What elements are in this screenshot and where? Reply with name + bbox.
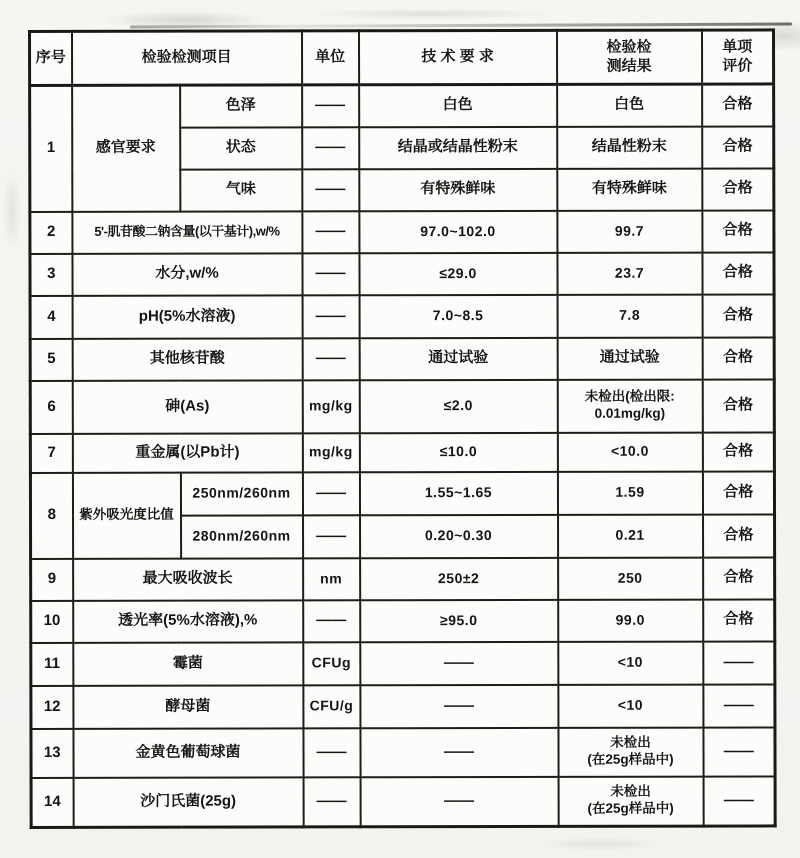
cell-r11-req: ——	[360, 641, 558, 684]
cell-r5-no: 5	[30, 338, 72, 380]
cell-r3-unit: ——	[302, 253, 359, 295]
cell-r2-item: 5'-肌苷酸二钠含量(以干基计),w/%	[72, 211, 302, 253]
cell-r1c-item: 气味	[180, 169, 302, 211]
cell-r11-item: 霉菌	[73, 642, 303, 685]
cell-r9-no: 9	[31, 558, 73, 600]
cell-r1b-result: 结晶性粉末	[557, 126, 702, 168]
cell-r14-unit: ——	[303, 777, 360, 827]
table-row	[30, 379, 774, 434]
cell-r6-item: 砷(As)	[72, 380, 302, 433]
cell-r1a-req: 白色	[359, 84, 557, 126]
cell-r13-item: 金黄色葡萄球菌	[73, 728, 303, 777]
cell-r3-no: 3	[30, 253, 72, 295]
cell-r8b-req: 0.20~0.30	[360, 514, 558, 557]
cell-r10-result: 99.0	[558, 599, 703, 641]
table-row	[31, 557, 775, 601]
table-row	[30, 210, 774, 254]
cell-r1c-req: 有特殊鲜味	[359, 168, 557, 210]
cell-r7-unit: mg/kg	[302, 433, 359, 472]
cell-r8b-result: 0.21	[558, 514, 703, 557]
cell-r13-req: ——	[360, 727, 558, 776]
cell-r11-eval: ——	[703, 641, 775, 684]
cell-r13-result: 未检出 (在25g样品中)	[558, 727, 703, 776]
header-item-evaluation: 单项 评价	[702, 30, 774, 84]
cell-r5-item: 其他核苷酸	[72, 338, 302, 380]
cell-r9-item: 最大吸收波长	[73, 558, 303, 600]
cell-r1c-eval: 合格	[702, 168, 774, 210]
cell-r9-result: 250	[558, 557, 703, 599]
cell-r4-result: 7.8	[557, 294, 702, 337]
cell-r14-eval: ——	[703, 776, 775, 826]
table-row	[31, 641, 775, 686]
cell-r4-item: pH(5%水溶液)	[72, 295, 302, 338]
cell-r8b-unit: ——	[303, 515, 360, 558]
cell-r9-req: 250±2	[360, 557, 558, 599]
cell-r11-unit: CFUg	[303, 642, 360, 685]
header-technical-requirement: 技 术 要 求	[359, 30, 557, 84]
cell-r7-eval: 合格	[702, 432, 774, 471]
cell-r7-result: <10.0	[557, 432, 702, 471]
cell-r1a-eval: 合格	[702, 84, 774, 126]
table-row	[30, 471, 774, 516]
scan-streak-artifact	[130, 23, 792, 29]
cell-r1b-item: 状态	[180, 127, 302, 169]
cell-r1c-unit: ——	[302, 169, 359, 211]
cell-r8b-eval: 合格	[703, 514, 775, 557]
cell-r5-result: 通过试验	[557, 337, 702, 379]
cell-r13-no: 13	[31, 728, 73, 777]
table-row	[30, 294, 774, 339]
cell-r3-eval: 合格	[702, 252, 774, 294]
cell-r14-result: 未检出 (在25g样品中)	[558, 776, 703, 826]
cell-r4-unit: ——	[302, 295, 359, 338]
cell-r1a-unit: ——	[302, 85, 359, 127]
header-test-item: 检验检测项目	[72, 31, 302, 85]
table-row	[30, 337, 774, 381]
cell-r14-req: ——	[360, 776, 558, 826]
table-row	[31, 727, 775, 778]
table-row	[31, 776, 775, 828]
cell-r12-eval: ——	[703, 684, 775, 727]
cell-r3-item: 水分,w/%	[72, 253, 302, 295]
cell-r1b-req: 结晶或结晶性粉末	[359, 126, 557, 168]
header-test-result: 检验检 测结果	[557, 30, 702, 84]
cell-r14-item: 沙门氏菌(25g)	[73, 777, 303, 827]
table-row	[30, 432, 774, 473]
cell-r8-group: 紫外吸光度比值	[72, 472, 180, 558]
cell-r4-no: 4	[30, 295, 72, 338]
cell-r4-req: 7.0~8.5	[359, 294, 557, 337]
cell-r10-unit: ——	[303, 600, 360, 642]
cell-r11-result: <10	[558, 641, 703, 684]
table-row	[31, 599, 775, 643]
cell-r7-item: 重金属(以Pb计)	[72, 433, 302, 472]
cell-r12-unit: CFU/g	[303, 685, 360, 728]
table-header-row	[30, 30, 774, 86]
table-row	[30, 252, 774, 296]
cell-r1a-result: 白色	[557, 84, 702, 126]
table-row	[30, 84, 774, 128]
cell-r12-item: 酵母菌	[73, 685, 303, 728]
cell-r5-req: 通过试验	[359, 337, 557, 379]
cell-r3-req: ≤29.0	[359, 252, 557, 294]
cell-r6-no: 6	[30, 380, 72, 433]
cell-r12-req: ——	[360, 684, 558, 727]
cell-r2-unit: ——	[302, 211, 359, 253]
cell-r12-result: <10	[558, 684, 703, 727]
cell-r10-eval: 合格	[703, 599, 775, 641]
cell-r1c-result: 有特殊鲜味	[557, 168, 702, 210]
cell-r10-req: ≥95.0	[360, 599, 558, 641]
cell-r8a-item: 250nm/260nm	[180, 472, 302, 515]
cell-r13-unit: ——	[303, 728, 360, 777]
cell-r2-result: 99.7	[557, 210, 702, 252]
cell-r2-no: 2	[30, 211, 72, 253]
cell-r11-no: 11	[31, 642, 73, 685]
cell-r9-unit: nm	[303, 558, 360, 600]
cell-r1b-unit: ——	[302, 127, 359, 169]
cell-r3-result: 23.7	[557, 252, 702, 294]
cell-r8a-unit: ——	[302, 472, 359, 515]
cell-r10-item: 透光率(5%水溶液),%	[73, 600, 303, 642]
cell-r1-group: 感官要求	[72, 85, 180, 211]
table-row	[31, 684, 775, 729]
cell-r8a-eval: 合格	[702, 471, 774, 514]
cell-r8a-req: 1.55~1.65	[359, 471, 557, 514]
cell-r14-no: 14	[31, 777, 73, 827]
cell-r5-unit: ——	[302, 338, 359, 380]
cell-r4-eval: 合格	[702, 294, 774, 337]
cell-r8b-item: 280nm/260nm	[181, 515, 303, 558]
inspection-results-table	[28, 28, 777, 829]
cell-r8a-result: 1.59	[557, 471, 702, 514]
header-serial-no: 序号	[30, 31, 72, 85]
cell-r1-no: 1	[30, 85, 72, 211]
cell-r2-req: 97.0~102.0	[359, 210, 557, 252]
cell-r2-eval: 合格	[702, 210, 774, 252]
cell-r8-no: 8	[30, 472, 72, 558]
cell-r1b-eval: 合格	[702, 126, 774, 168]
cell-r9-eval: 合格	[703, 557, 775, 599]
cell-r10-no: 10	[31, 600, 73, 642]
cell-r13-eval: ——	[703, 727, 775, 776]
cell-r12-no: 12	[31, 685, 73, 728]
cell-r6-eval: 合格	[702, 379, 774, 432]
cell-r6-result: 未检出(检出限: 0.01mg/kg)	[557, 379, 702, 432]
cell-r6-req: ≤2.0	[359, 379, 557, 432]
cell-r7-no: 7	[30, 433, 72, 472]
cell-r1a-item: 色泽	[180, 85, 302, 127]
cell-r7-req: ≤10.0	[359, 432, 557, 471]
cell-r6-unit: mg/kg	[302, 380, 359, 433]
header-unit: 单位	[302, 31, 359, 85]
cell-r5-eval: 合格	[702, 337, 774, 379]
